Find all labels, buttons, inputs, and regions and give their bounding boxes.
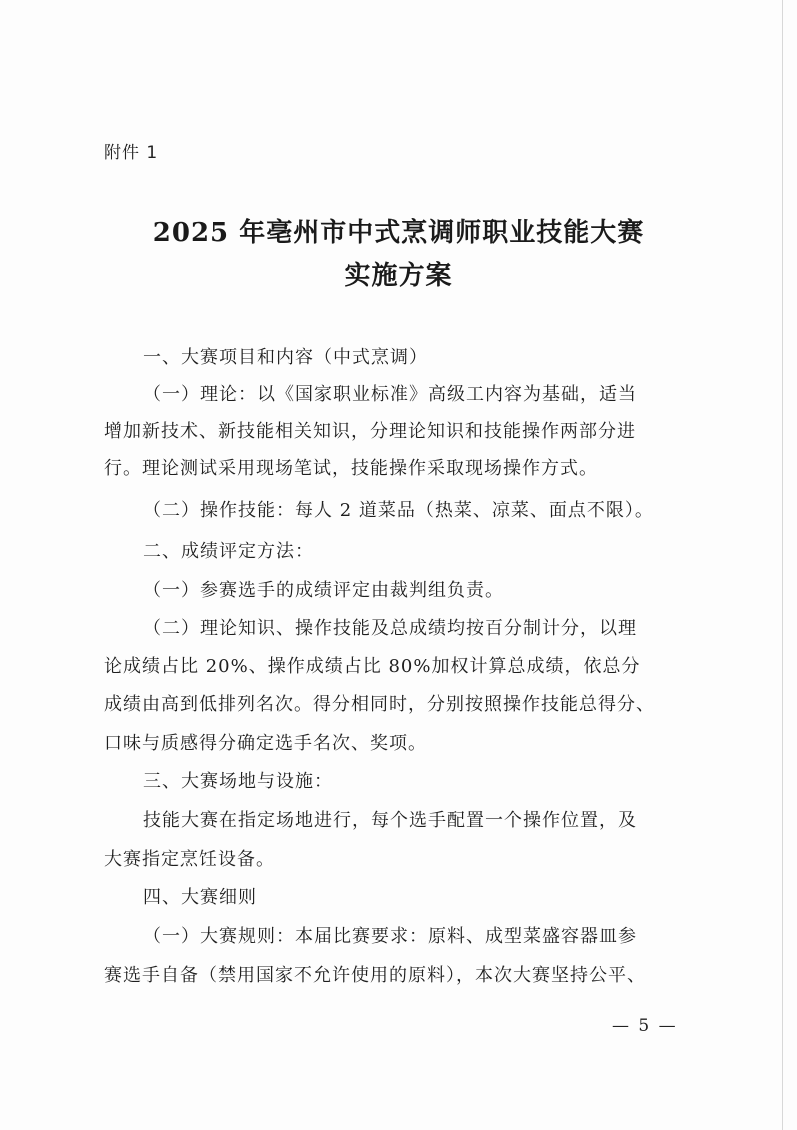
document-title-line-2: 实施方案 [344,261,453,291]
paragraph-line: 成绩由高到低排列名次。得分相同时，分别按照操作技能总得分、 [104,694,655,715]
document-title-line-1: 2025 年亳州市中式烹调师职业技能大赛 [152,218,645,248]
section-heading-2: 二、成绩评定方法： [143,541,314,562]
attachment-label: 附件 1 [104,143,159,163]
paragraph-line: （一）理论：以《国家职业标准》高级工内容为基础，适当 [143,384,637,405]
section-heading-3: 三、大赛场地与设施： [143,771,333,792]
paragraph-line: 技能大赛在指定场地进行，每个选手配置一个操作位置，及 [143,810,637,831]
paragraph-line: （一）参赛选手的成绩评定由裁判组负责。 [143,580,504,601]
paragraph-line: 赛选手自备（禁用国家不允许使用的原料），本次大赛坚持公平、 [104,965,646,986]
section-heading-4: 四、大赛细则 [143,887,257,908]
paragraph-line: 口味与质感得分确定选手名次、奖项。 [104,733,427,754]
page-edge-line [782,0,783,1130]
paragraph-line: 行。理论测试采用现场笔试，技能操作采取现场操作方式。 [104,458,598,479]
paragraph-line: （二）理论知识、操作技能及总成绩均按百分制计分，以理 [143,618,637,639]
paragraph-line: 论成绩占比 20%、操作成绩占比 80%加权计算总成绩，依总分 [104,656,641,677]
paragraph-line: 增加新技术、新技能相关知识，分理论知识和技能操作两部分进 [104,421,636,442]
paragraph-line: （一）大赛规则：本届比赛要求：原料、成型菜盛容器皿参 [143,926,637,947]
section-heading-1: 一、大赛项目和内容（中式烹调） [143,347,428,368]
paragraph-line: （二）操作技能：每人 2 道菜品（热菜、凉菜、面点不限）。 [143,500,654,521]
page-number: — 5 — [612,1016,678,1036]
paragraph-line: 大赛指定烹饪设备。 [104,849,275,870]
